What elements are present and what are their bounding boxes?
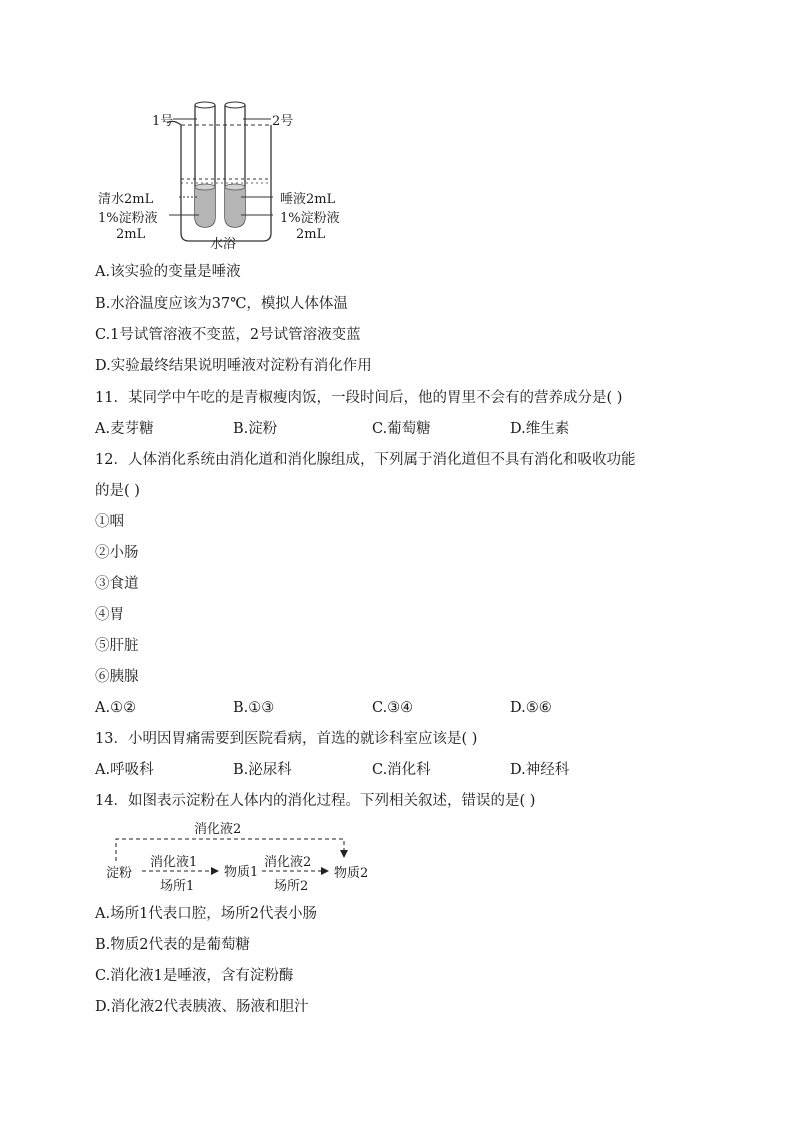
flow-juice1: 消化液1 [150,855,198,870]
water-bath-label: 水浴 [210,237,237,252]
tube-1-label: 1号 [152,114,174,129]
q10-option-c: C.1号试管溶液不变蓝，2号试管溶液变蓝 [95,327,361,343]
q12-item-5: ⑤肝脏 [95,638,139,654]
q12-item-3: ③食道 [95,576,139,592]
q11-option-b: B.淀粉 [233,421,278,437]
q12-option-d: D.⑤⑥ [510,700,552,716]
q12-item-1: ①咽 [95,514,124,530]
q14-option-d: D.消化液2代表胰液、肠液和胆汁 [95,999,309,1015]
q10-option-b: B.水浴温度应该为37℃，模拟人体体温 [95,296,348,312]
q12-option-a: A.①② [95,700,137,716]
q14-option-a: A.场所1代表口腔，场所2代表小肠 [95,906,318,922]
q13-option-d: D.神经科 [510,762,570,778]
flow-substance1: 物质1 [224,865,259,880]
flow-place2: 场所2 [274,879,309,894]
q11-option-a: A.麦芽糖 [95,421,154,437]
q10-option-d: D.实验最终结果说明唾液对淀粉有消化作用 [95,358,372,374]
q12-option-c: C.③④ [372,700,414,716]
flow-start-starch: 淀粉 [106,866,133,881]
q14-option-c: C.消化液1是唾液，含有淀粉酶 [95,968,294,984]
tube-2-label: 2号 [272,114,294,129]
right-label-starch: 1%淀粉液 [280,211,340,226]
q11-option-d: D.维生素 [510,421,570,437]
left-label-water: 清水2mL [98,192,154,207]
left-label-starch: 1%淀粉液 [98,211,158,226]
q13-option-c: C.消化科 [372,762,431,778]
right-label-volume: 2mL [296,227,326,242]
flow-substance2: 物质2 [334,866,369,881]
q11-stem: 11．某同学中午吃的是青椒瘦肉饭，一段时间后，他的胃里不会有的营养成分是( ) [95,390,623,406]
q13-option-b: B.泌尿科 [233,762,292,778]
q13-stem: 13．小明因胃痛需要到医院看病，首选的就诊科室应该是( ) [95,731,478,747]
q14-stem: 14．如图表示淀粉在人体内的消化过程。下列相关叙述，错误的是( ) [95,793,536,809]
q12-option-b: B.①③ [233,700,275,716]
left-label-volume: 2mL [116,227,146,242]
q12-item-6: ⑥胰腺 [95,669,139,685]
q11-option-c: C.葡萄糖 [372,421,431,437]
q12-item-4: ④胃 [95,607,124,623]
flow-juice2: 消化液2 [264,855,312,870]
q14-option-b: B.物质2代表的是葡萄糖 [95,937,250,953]
q12-item-2: ②小肠 [95,545,139,561]
q12-stem-line1: 12．人体消化系统由消化道和消化腺组成，下列属于消化道但不具有消化和吸收功能 [95,452,636,468]
flow-top-juice2: 消化液2 [194,822,242,837]
q10-option-a: A.该实验的变量是唾液 [95,264,241,280]
q12-stem-line2: 的是( ) [95,483,140,499]
digestion-flow-diagram [100,815,390,895]
q13-option-a: A.呼吸科 [95,762,154,778]
flow-place1: 场所1 [160,879,195,894]
right-label-saliva: 唾液2mL [280,192,336,207]
